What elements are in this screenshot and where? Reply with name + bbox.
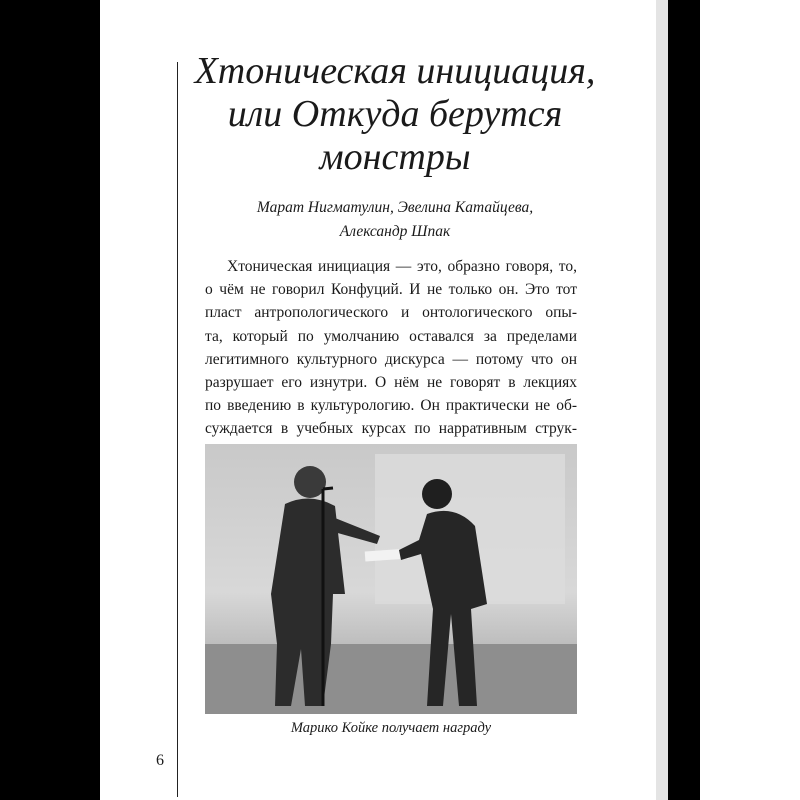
body-line: суждается в учебных курсах по нарративным струк- xyxy=(205,420,577,438)
body-line: разрушает его изнутри. О нём не говорят в лекциях xyxy=(205,374,577,392)
body-line: Хтоническая инициация — это, образно говоря, то, xyxy=(227,258,577,275)
chapter-title xyxy=(185,50,605,179)
body-line: легитимного культурного дискурса — потому что он xyxy=(205,350,577,368)
body-text xyxy=(205,255,577,464)
page-number: 6 xyxy=(156,752,164,769)
body-line: пласт антропологического и онтологического опы- xyxy=(205,304,577,322)
authors-line: Александр Шпак xyxy=(339,223,451,240)
chapter-title-line: Хтоническая инициация, xyxy=(194,50,596,92)
chapter-title-line: монстры xyxy=(319,136,471,178)
chapter-title-line: или Откуда берутся xyxy=(227,93,563,135)
photo-illustration xyxy=(205,444,577,714)
page-edge-shadow xyxy=(656,0,668,800)
body-line: о чём не говорил Конфуций. И не только он. Это тот xyxy=(205,281,577,299)
authors-line: Марат Нигматулин, Эвелина Катайцева, xyxy=(256,199,534,216)
left-black-margin xyxy=(0,0,100,800)
photo-caption: Марико Койке получает награду xyxy=(290,720,492,736)
body-line: та, который по умолчанию оставался за пределами xyxy=(205,327,577,345)
margin-rule xyxy=(177,62,178,797)
body-line: по введению в культурологию. Он практически не об- xyxy=(205,397,577,415)
authors xyxy=(185,196,605,244)
photo xyxy=(205,444,577,714)
right-black-margin xyxy=(668,0,700,800)
